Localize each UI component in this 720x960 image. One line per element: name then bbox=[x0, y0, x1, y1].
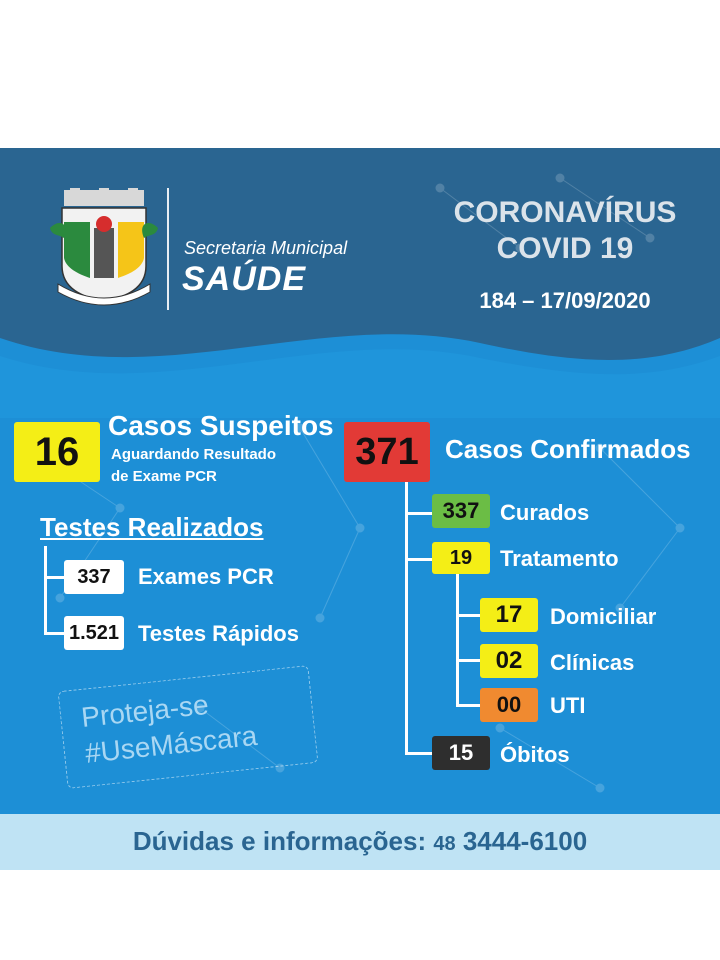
exames-pcr-value: 337 bbox=[64, 560, 124, 594]
domiciliar-label: Domiciliar bbox=[550, 604, 657, 629]
municipal-crest-logo bbox=[50, 188, 158, 308]
tree-hline-uti bbox=[456, 704, 482, 707]
testes-rapidos-value: 1.521 bbox=[64, 616, 124, 650]
obitos-label: Óbitos bbox=[500, 742, 570, 767]
footer-band bbox=[0, 814, 720, 870]
testes-title: Testes Realizados bbox=[40, 512, 264, 542]
curados-value: 337 bbox=[432, 494, 490, 528]
tratamento-tree-vline bbox=[456, 574, 459, 706]
footer-area-code: 48 bbox=[433, 833, 456, 855]
secretaria-label: Secretaria Municipal bbox=[184, 238, 348, 258]
tree-hline-tratamento bbox=[405, 558, 435, 561]
infographic-card bbox=[0, 148, 720, 870]
campaign-line-1: Proteja-se bbox=[79, 688, 210, 734]
clinicas-value: 02 bbox=[480, 644, 538, 678]
title-line-2: COVID 19 bbox=[496, 232, 634, 265]
exames-pcr-label: Exames PCR bbox=[138, 564, 274, 589]
curados-label: Curados bbox=[500, 500, 590, 525]
confirmados-tree-vline bbox=[405, 482, 408, 754]
campaign-line-2: #UseMáscara bbox=[83, 719, 259, 769]
confirmados-label: Casos Confirmados bbox=[445, 434, 691, 464]
obitos-value: 15 bbox=[432, 736, 490, 770]
header-divider bbox=[167, 188, 169, 310]
bulletin-date: 184 – 17/09/2020 bbox=[479, 288, 651, 313]
uti-value: 00 bbox=[480, 688, 538, 722]
tree-hline-curados bbox=[405, 512, 435, 515]
saude-label: SAÚDE bbox=[182, 260, 307, 298]
domiciliar-value: 17 bbox=[480, 598, 538, 632]
tratamento-label: Tratamento bbox=[500, 546, 619, 571]
testes-rapidos-label: Testes Rápidos bbox=[138, 621, 299, 646]
clinicas-label: Clínicas bbox=[550, 650, 635, 675]
suspeitos-title: Casos Suspeitos bbox=[108, 410, 334, 441]
tree-hline-domiciliar bbox=[456, 614, 482, 617]
suspeitos-subtitle-2: de Exame PCR bbox=[111, 468, 217, 485]
footer-phone: 3444-6100 bbox=[462, 826, 588, 856]
suspeitos-value-box: 16 bbox=[14, 422, 100, 482]
tree-hline-clinicas bbox=[456, 659, 482, 662]
uti-label: UTI bbox=[550, 693, 586, 718]
testes-tree-vline bbox=[44, 546, 47, 634]
tree-hline-obitos bbox=[405, 752, 435, 755]
footer-contact bbox=[0, 826, 720, 857]
footer-label: Dúvidas e informações: bbox=[132, 826, 427, 856]
suspeitos-subtitle-1: Aguardando Resultado bbox=[111, 446, 277, 463]
confirmados-value-box: 371 bbox=[344, 422, 430, 482]
title-line-1: CORONAVÍRUS bbox=[453, 196, 677, 229]
tratamento-value: 19 bbox=[432, 542, 490, 574]
